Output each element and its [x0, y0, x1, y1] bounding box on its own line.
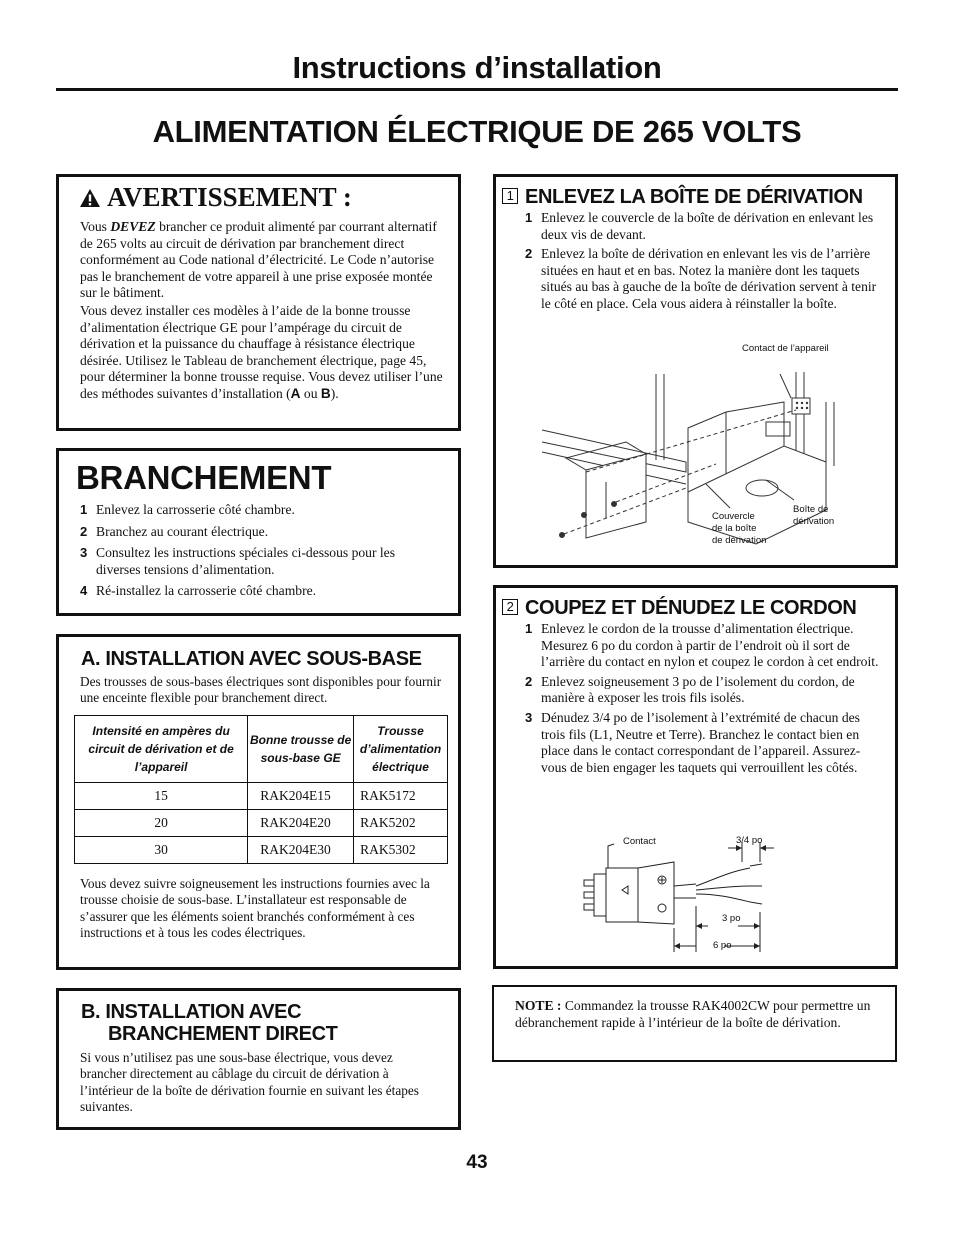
warning-p2-text: Vous devez installer ces modèles à l’aide de la bonne trousse d’alimentation électrique GE pour l’ampérage du circuit de dérivation et la puissance du chauffage à résistance électrique désirée. Utilisez le Tableau de branchement électrique, page 45, pour déterminer la bonne trousse requise. Vous devez utiliser l’une des méthodes suivantes d’installation (	[80, 303, 443, 401]
table-cell: RAK204E20	[248, 810, 354, 837]
warning-p1-rest: brancher ce produit alimenté par courrant alternatif de 265 volts au circuit de dérivation par branchement direct conformément au Code national d’électricité. Le Code n’autorise pas le branchement de votre appareil à une prise exposée montée sur le bâtiment.	[80, 219, 437, 301]
step-number: 1	[525, 210, 533, 225]
step-number: 3	[80, 545, 88, 561]
step-2-title	[502, 597, 856, 619]
label-junction-box-line-1: Boîte de	[793, 504, 829, 515]
table-cell: RAK204E30	[248, 837, 354, 864]
list-item	[525, 621, 885, 671]
branchement-title: BRANCHEMENT	[76, 459, 332, 496]
step-number: 2	[80, 523, 88, 539]
table-cell: 20	[75, 810, 248, 837]
table-cell: 15	[75, 783, 248, 810]
step-text: Enlevez le couvercle de la boîte de dérivation en enlevant les deux vis de devant.	[541, 210, 874, 242]
label-appliance-contact: Contact de l’appareil	[742, 343, 829, 354]
step-1-box	[493, 174, 898, 568]
junction-box-illustration	[526, 362, 886, 562]
page-header: Instructions d’installation	[292, 50, 662, 85]
note-text	[515, 998, 875, 1031]
step-text: Dénudez 3/4 po de l’isolement à l’extrémité de chacun des trois fils (L1, Neutre et Terre). Branchez le contact bien en place dans le contact correspondant de l’appareil. Assurez-vous de bien engager les taquets qui verrouillent les côtés.	[541, 709, 861, 775]
list-item	[80, 583, 420, 600]
section-b-text: Si vous n’utilisez pas une sous-base électrique, vous devez brancher directement au câblage du circuit de dérivation à l’intérieur de la boîte de dérivation fournie en suivant les étapes suivantes.	[80, 1050, 419, 1115]
label-cover	[712, 511, 766, 547]
step-1-number: 1	[502, 188, 518, 204]
warning-title	[79, 182, 352, 213]
section-b-title-line-2: BRANCHEMENT DIRECT	[108, 1023, 338, 1045]
label-contact: Contact	[623, 836, 656, 847]
warning-p1-lead: Vous	[80, 219, 111, 234]
step-2-title-text: COUPEZ ET DÉNUDEZ LE CORDON	[525, 597, 857, 619]
warning-paragraph-1	[80, 219, 446, 302]
table-cell: RAK204E15	[248, 783, 354, 810]
step-2-number: 2	[502, 599, 518, 615]
warning-p2-or: ou	[300, 385, 321, 401]
step-text: Ré-installez la carrosserie côté chambre.	[96, 583, 317, 599]
warning-box	[56, 174, 461, 431]
table-header-power-kit: Trousse d’alimentation électrique	[354, 716, 448, 783]
table-cell: RAK5172	[354, 783, 448, 810]
table-header-amperage: Intensité en ampères du circuit de dérivation et de l’appareil	[75, 716, 248, 783]
method-b-ref: B	[320, 385, 331, 401]
step-text: Enlevez la carrosserie côté chambre.	[96, 502, 295, 517]
note-body: Commandez la trousse RAK4002CW pour permettre un débranchement rapide à l’intérieur de la boîte de dérivation.	[515, 998, 871, 1030]
branchement-box	[56, 448, 461, 616]
table-row	[75, 783, 448, 810]
step-number: 2	[525, 673, 533, 689]
cord-illustration	[578, 832, 778, 962]
page-number: 43	[466, 1152, 488, 1173]
step-1-title	[502, 186, 863, 208]
label-cover-line-1: Couvercle	[712, 511, 755, 522]
list-item	[525, 674, 885, 707]
label-three-inch: 3 po	[722, 913, 741, 924]
step-1-list	[525, 210, 885, 313]
step-text: Enlevez soigneusement 3 po de l’isolement du cordon, de manière à exposer les trois fils isolés.	[541, 673, 855, 706]
branchement-steps	[80, 502, 420, 600]
label-cover-line-3: de dérivation	[712, 535, 767, 546]
warning-emphasis: DEVEZ	[110, 219, 156, 234]
warning-triangle-icon	[79, 188, 101, 208]
list-item	[80, 502, 420, 519]
section-a-intro: Des trousses de sous-bases électriques sont disponibles pour fournir une enceinte flexible pour branchement direct.	[80, 674, 442, 706]
note-label: NOTE :	[515, 998, 562, 1013]
kit-table	[74, 715, 448, 864]
warning-p2-end: ).	[330, 385, 339, 401]
step-2-list	[525, 621, 885, 776]
step-number: 2	[525, 246, 533, 262]
table-row	[75, 837, 448, 864]
method-a-ref: A	[290, 385, 301, 401]
step-1-title-text: ENLEVEZ LA BOÎTE DE DÉRIVATION	[525, 186, 863, 208]
step-number: 3	[525, 709, 533, 725]
list-item	[80, 524, 420, 541]
step-text: Branchez au courant électrique.	[96, 523, 269, 539]
note-box	[492, 985, 897, 1062]
main-title: ALIMENTATION ÉLECTRIQUE DE 265 VOLTS	[152, 114, 802, 149]
label-six-inch: 6 po	[713, 940, 732, 951]
table-row	[75, 810, 448, 837]
section-b-title	[81, 1001, 337, 1045]
section-b-title-line-1: B. INSTALLATION AVEC	[81, 1001, 302, 1023]
header-rule	[56, 88, 898, 91]
section-a-title: A. INSTALLATION AVEC SOUS-BASE	[81, 648, 422, 670]
step-2-box	[493, 585, 898, 969]
table-cell: RAK5202	[354, 810, 448, 837]
section-a-outro: Vous devez suivre soigneusement les instructions fournies avec la trousse choisie de sous-base. L’installateur est responsable de s’assurer que les éléments soient branchés conformément à ces instructions et à tous les codes électriques.	[80, 876, 430, 941]
table-cell: RAK5302	[354, 837, 448, 864]
list-item	[525, 210, 885, 243]
label-junction-box	[793, 504, 834, 528]
step-text: Consultez les instructions spéciales ci-dessous pour les diverses tensions d’alimentation.	[96, 545, 396, 577]
table-cell: 30	[75, 837, 248, 864]
label-three-quarter-inch: 3/4 po	[736, 835, 763, 846]
list-item	[525, 246, 885, 312]
table-header-row	[75, 716, 448, 783]
table-header-subbase: Bonne trousse de sous-base GE	[248, 716, 354, 783]
section-b-box	[56, 988, 461, 1130]
step-number: 4	[80, 583, 88, 599]
step-number: 1	[525, 621, 533, 636]
label-junction-box-line-2: dérivation	[793, 516, 835, 527]
label-cover-line-2: de la boîte	[712, 523, 757, 534]
section-a-box	[56, 634, 461, 970]
step-number: 1	[80, 502, 88, 517]
step-text: Enlevez la boîte de dérivation en enlevant les vis de l’arrière situées en haut et en bas. Notez la manière dont les taquets situés au bas à gauche de la boîte de dérivation servent à tenir le côté en place. Cela vous aidera à réinstaller la boîte.	[541, 246, 877, 311]
list-item	[80, 545, 420, 578]
step-text: Enlevez le cordon de la trousse d’alimentation électrique. Mesurez 6 po du cordon à partir de l’endroit où il sort de l’arrière du contact en nylon et coupez le cordon à cet endroit.	[541, 621, 879, 670]
warning-title-text: AVERTISSEMENT :	[107, 182, 352, 212]
warning-paragraph-2	[80, 303, 446, 403]
list-item	[525, 710, 885, 776]
